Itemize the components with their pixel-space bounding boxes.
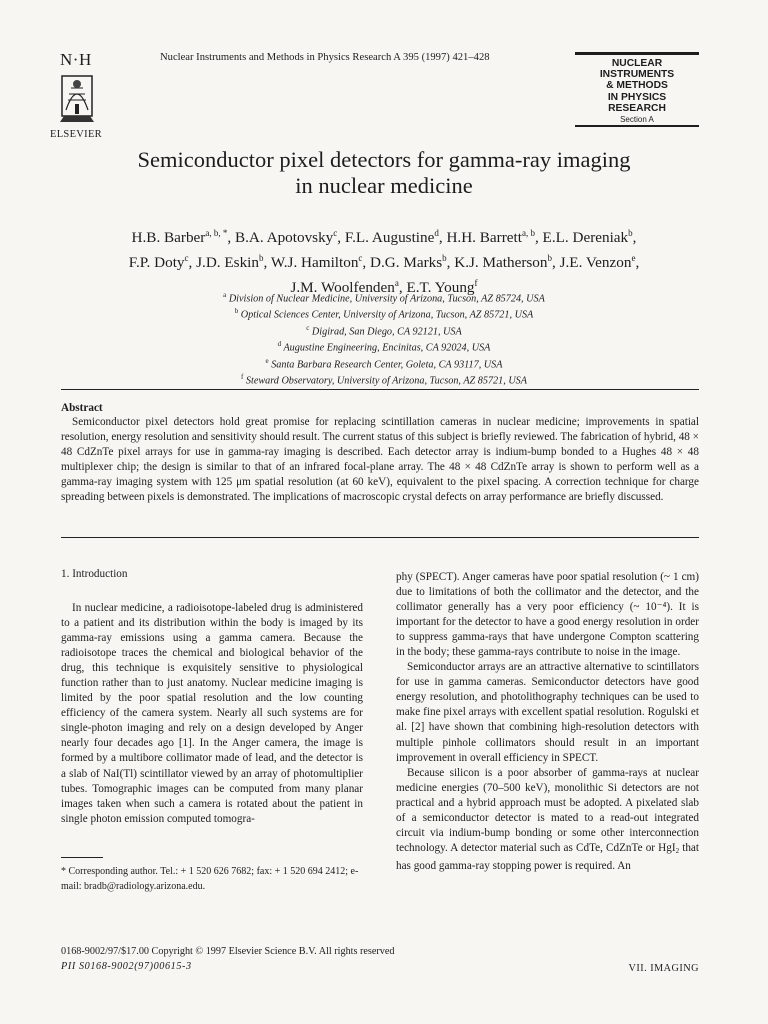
abstract-text: Semiconductor pixel detectors hold great promise for replacing scintillation cameras in nuclear medicine; improvements in spatial resolution, energy resolution and sensitivity should result. The current status of this subject is briefly reviewed. The fabrication of hybrid, 48 × 48 CdZnTe pixel arrays for use in gamma-ray imaging is described. Each detector array is indium-bump bonded to a Hughes 48 × 48 multiplexer chip; the design is similar to that of an infrared focal-plane array. The 48 × 48 CdZnTe array is shown to perform well as a gamma-ray imaging system with 125 μm spatial resolution (at 60 keV), equivalent to the pixel spacing. A correction technique for charge spreading between pixels is demonstrated. The implications of macroscopic crystal defects on array performance are briefly discussed.: [61, 416, 699, 503]
author-name: J.M. Woolfenden: [290, 279, 395, 297]
author-affiliation: b: [258, 253, 264, 264]
brand-line: NUCLEAR: [611, 58, 663, 69]
section-footer: VII. IMAGING: [628, 963, 699, 974]
affiliation: [40, 322, 728, 338]
affiliation: [40, 305, 728, 321]
author-name: H.B. Barber: [131, 229, 206, 247]
author-name: F.P. Doty: [128, 254, 185, 272]
title-line-2: in nuclear medicine: [295, 173, 473, 198]
author-affiliation: a, b, *: [205, 228, 228, 238]
affiliation-tag: a: [223, 291, 227, 299]
corresponding-author-footnote: * Corresponding author. Tel.: + 1 520 626 7682; fax: + 1 520 694 2412; e-mail: bradb@radiology.arizona.edu.: [61, 866, 359, 892]
author-affiliation: c: [184, 253, 189, 264]
brand-rule-bottom: [575, 125, 699, 127]
affiliation-text: Steward Observatory, University of Arizona, Tucson, AZ 85721, USA: [245, 375, 527, 387]
affiliation-tag: b: [234, 307, 239, 316]
copyright-line: 0168-9002/97/$17.00 Copyright © 1997 Elsevier Science B.V. All rights reserved: [61, 946, 395, 957]
column-left: [61, 601, 363, 827]
publisher-mark: N·H: [60, 50, 92, 69]
brand-line: IN PHYSICS: [607, 91, 667, 103]
author-affiliation: a, b: [521, 228, 535, 238]
paragraph: Semiconductor arrays are an attractive alternative to scintillators for use in gamma cameras. Semiconductor detectors have good energy resolution, and photolithography techniques can be used to make fine pixel arrays with excellent spatial resolution. Rogulski et al. [2] have shown that combining high-resolution detectors with multiple pinhole collimators should result in an important improvement in overall efficiency in SPECT.: [396, 661, 699, 764]
affiliation-text: Optical Sciences Center, University of Arizona, Tucson, AZ 85721, USA: [240, 309, 534, 321]
author-affiliation: b: [442, 253, 447, 264]
column-right: [396, 570, 699, 874]
author-name: F.L. Augustine: [344, 229, 435, 247]
affiliation-tag: e: [265, 356, 269, 365]
author-line: J.M. Woolfenden$^a$, E.T. Young$^f$: [290, 278, 478, 297]
affiliation-tag: d: [277, 340, 282, 349]
brand-rule-top: [575, 52, 699, 55]
elsevier-tree-logo: [54, 70, 100, 126]
paragraph-text-end: that has good gamma-ray stopping power is required. An: [396, 841, 699, 872]
author-line: F.P. Doty$^c$, J.D. Eskin$^b$, W.J. Hamilton$^c$, D.G. Marks$^b$, K.J. Matherson$^b$, J.E. Venzon$^e$,: [128, 253, 640, 272]
author-name: J.D. Eskin: [196, 254, 259, 272]
affiliation-text: Digirad, San Diego, CA 92121, USA: [311, 326, 462, 338]
author-affiliation: b: [547, 253, 552, 264]
author-affiliation: b: [628, 228, 633, 238]
brand-line: & METHODS: [606, 80, 668, 92]
divider-top: [61, 389, 699, 390]
publisher-name: ELSEVIER: [50, 129, 102, 140]
title-line-1: Semiconductor pixel detectors for gamma-ray imaging: [137, 147, 631, 172]
author-affiliation: a: [394, 278, 399, 289]
affiliation-text: Augustine Engineering, Encinitas, CA 92024, USA: [283, 342, 491, 354]
affiliation-text: Division of Nuclear Medicine, University of Arizona, Tucson, AZ 85724, USA: [228, 293, 545, 305]
author-name: J.E. Venzon: [559, 254, 632, 272]
affiliation-tag: f: [241, 373, 244, 382]
affiliation: [40, 338, 728, 354]
paper-title: [40, 147, 728, 199]
paragraph: In nuclear medicine, a radioisotope-labeled drug is administered to a patient and its distribution within the body is imaged by its gamma-ray emissions using a gamma camera. Because the radioisotope traces the chemical and biological behavior of the drug, this technique is exquisitely sensitive to physiological function rather than to just anatomy. Nuclear medicine imaging is limited by the poor spatial resolution and the low counting efficiency of the camera system. Nearly all such systems are for single-photon imaging and rely on a design developed by Anger nearly four decades ago [1]. In the Anger camera, the image is formed by a multibore collimator made of lead, and the detector is a slab of NaI(Tl) scintillator viewed by an array of photomultiplier tubes. Tomographic images can be computed from many planar images taken when such a camera is rotated about the patient in single photon emission computed tomogra-: [61, 602, 363, 825]
section-heading: 1. Introduction: [61, 568, 128, 580]
author-list: [40, 223, 728, 298]
paragraph-text: Because silicon is a poor absorber of gamma-rays at nuclear medicine energies (70–500 keV), monolithic Si detectors are not practical and a hybrid approach must be adopted. A pixelated slab of a semiconductor detector is mated to a read-out integrated circuit via indium-bump bonding or some other interconnection technology. A detector material such as CdTe, CdZnTe or HgI: [396, 766, 699, 854]
footnote-rule: [61, 857, 103, 858]
affiliation-text: Santa Barbara Research Center, Goleta, CA 93117, USA: [271, 359, 503, 371]
author-name: E.L. Dereniak: [542, 229, 629, 247]
author-line: H.B. Barber$^{a, b, *}$, B.A. Apotovsky$^c$, F.L. Augustine$^d$, H.H. Barrett$^{a, b}$, E.L. Dereniak$^b$,: [131, 228, 637, 247]
subscript: 2: [675, 846, 680, 855]
author-affiliation: c: [333, 228, 338, 238]
author-affiliation: e: [631, 253, 636, 264]
brand-line: INSTRUMENTS: [599, 69, 675, 81]
affiliation: [40, 371, 728, 387]
author-affiliation: d: [434, 228, 439, 238]
author-name: D.G. Marks: [370, 254, 443, 272]
affiliation: [40, 355, 728, 371]
affiliation-tag: c: [306, 323, 310, 332]
abstract-heading: Abstract: [61, 402, 103, 414]
divider-bottom: [61, 537, 699, 538]
journal-brand: [575, 52, 699, 127]
pii-line: PII S0168-9002(97)00615-3: [61, 961, 192, 972]
brand-name: [575, 58, 699, 114]
author-name: B.A. Apotovsky: [234, 229, 334, 247]
author-name: H.H. Barrett: [446, 229, 522, 247]
author-name: K.J. Matherson: [454, 254, 548, 272]
affiliation-list: [40, 289, 728, 388]
journal-citation: Nuclear Instruments and Methods in Physics Research A 395 (1997) 421–428: [160, 52, 490, 63]
author-affiliation: f: [474, 278, 478, 289]
paragraph: [396, 766, 699, 874]
brand-section: Section A: [620, 115, 654, 125]
paragraph: phy (SPECT). Anger cameras have poor spatial resolution (~ 1 cm) due to limitations of both the collimator and the detector, and the collimator generally has a very poor efficiency (~ 10⁻⁴). It is important for the detector to have a good energy resolution in order to suppress gamma-rays that have undergone Compton scattering in the body; these gamma-rays contribute to noise in the image.: [396, 571, 699, 659]
author-name: E.T. Young: [406, 279, 475, 297]
author-name: W.J. Hamilton: [270, 254, 359, 272]
author-affiliation: c: [358, 253, 363, 264]
brand-line: RESEARCH: [608, 102, 666, 114]
affiliation: [40, 289, 728, 305]
